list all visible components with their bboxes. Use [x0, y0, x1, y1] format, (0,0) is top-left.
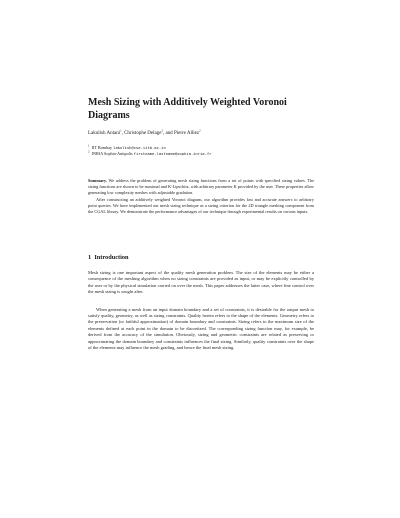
affil-institution: INRIA Sophia-Antipolis — [91, 151, 133, 157]
author-affil-mark: 2 — [161, 128, 163, 133]
body-paragraph: Mesh sizing is one important aspect of the quality mesh generation problem. The size of the elements may be either a consequence of the meshing algorithm when no sizing constraints are provided as input, or may be explicitly controlled by the user or by the physical simulation carried on over the mesh. This paper addresses the latter case, where fine control over the mesh sizing is sought after. — [88, 270, 314, 295]
author-name: Lakulish Antani — [88, 131, 121, 136]
affil-mark: 2 — [88, 150, 90, 155]
abstract — [88, 178, 314, 215]
author-separator: , — [121, 131, 125, 136]
section-title: Introduction — [94, 254, 129, 261]
section-heading — [88, 254, 314, 262]
affiliations — [88, 145, 314, 158]
author-affil-mark: 2 — [199, 128, 201, 133]
author-separator: , and — [162, 131, 174, 136]
abstract-paragraph: After constructing an additively weighted Voronoi diagram, our algorithm provides fast and accurate answers to arbitrary point queries. We have implemented our mesh sizing technique as a sizing criterion for the 2D triangle meshing component from the CGAL library. We demonstrate the performance advantages of our technique through experimental results on various inputs. — [88, 196, 314, 215]
author-name: Christophe Delage — [124, 131, 162, 136]
affil-email: lakulish@cse.iitb.ac.in — [113, 145, 166, 150]
affil-email: firstname.lastname@sophia.inria.fr — [133, 151, 212, 157]
abstract-label: Summary. — [88, 178, 107, 183]
abstract-text: We address the problem of generating mesh sizing functions from a set of points with specified sizing values. The sizing functions are shown to be maximal and K-Lipschitz, with arbitrary parameter K provided by the user. These properties allow generating low complexity meshes with adjustable gradation. — [88, 178, 314, 196]
paper-title: Mesh Sizing with Additively Weighted Voronoi Diagrams — [88, 97, 287, 121]
author-name: Pierre Alliez — [173, 131, 200, 136]
author-affil-mark: 1 — [120, 128, 122, 133]
affiliation-line — [88, 151, 314, 157]
body-paragraph: When generating a mesh from an input domain boundary and a set of constraints, it is desirable for the output mesh to satisfy quality, geometry, as well as sizing constraints. Quality herein refers to the shape of the elements. Geometry refers to the preservation (or faithful approximation) of domain boundary and constraints. Sizing refers to the maximum size of the elements defined at each point in the domain to be discretized. The corresponding sizing function may, for example, be derived from the accuracy of the simulation. Obviously, sizing and geometric constraints are related as preserving or approximating the domain boundary and constraints influences the final sizing. Similarly, quality constraints over the shape of the elements may influence the mesh grading, and hence the final mesh sizing. — [88, 306, 314, 351]
author-list — [88, 130, 314, 137]
section-body — [88, 270, 314, 351]
affil-institution: IIT Bombay — [91, 145, 113, 150]
section-number: 1 — [88, 254, 92, 261]
affil-mark: 1 — [88, 143, 90, 148]
abstract-paragraph — [88, 178, 314, 197]
